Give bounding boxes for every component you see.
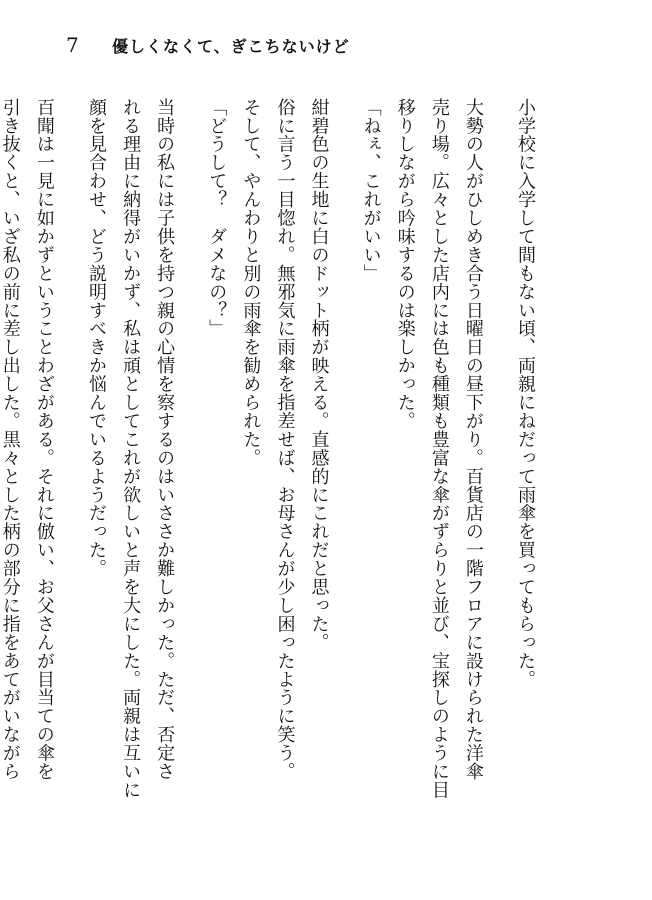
page-number: 7: [66, 33, 79, 57]
text-line: 顔を見合わせ、どう説明すべきか悩んでいるようだった。: [85, 98, 107, 578]
text-line: 大勢の人がひしめき合う日曜日の昼下がり。百貨店の一階フロアに設けられた洋傘: [462, 98, 484, 781]
page-header: [66, 30, 350, 60]
running-title: 優しくなくて、ぎこちないけど: [112, 36, 350, 56]
text-line: 「ねぇ、これがいい」: [360, 98, 382, 283]
text-line: 小学校に入学して間もない頃、両親にねだって雨傘を買ってもらった。: [515, 98, 536, 689]
text-line: 百聞は一見に如かずということわざがある。それに倣い、お父さんが目当ての傘を: [33, 98, 55, 781]
text-line: そして、やんわりと別の雨傘を勧められた。: [240, 98, 262, 467]
text-line: 当時の私には子供を持つ親の心情を察するのはいささか難しかった。ただ、否定さ: [154, 98, 176, 781]
text-line: 「どうして？ ダメなの？」: [206, 98, 228, 338]
text-line: 俗に言う一目惚れ。無邪気に雨傘を指差せば、お母さんが少し困ったように笑う。: [274, 98, 296, 781]
text-line: 引き抜くと、いざ私の前に差し出した。黒々とした柄の部分に指をあてがいながら: [0, 98, 21, 781]
text-line: 売り場。広々とした店内には色も種類も豊富な傘がずらりと並び、宝探しのように目: [428, 98, 450, 800]
text-line: 移りしながら吟味するのは楽しかった。: [394, 98, 416, 431]
text-line: れる理由に納得がいかず、私は頑としてこれが欲しいと声を大にした。両親は互いに: [120, 98, 142, 800]
text-line: 紺碧色の生地に白のドット柄が映える。直感的にこれだと思った。: [308, 98, 330, 652]
vertical-body-text: [0, 98, 560, 858]
